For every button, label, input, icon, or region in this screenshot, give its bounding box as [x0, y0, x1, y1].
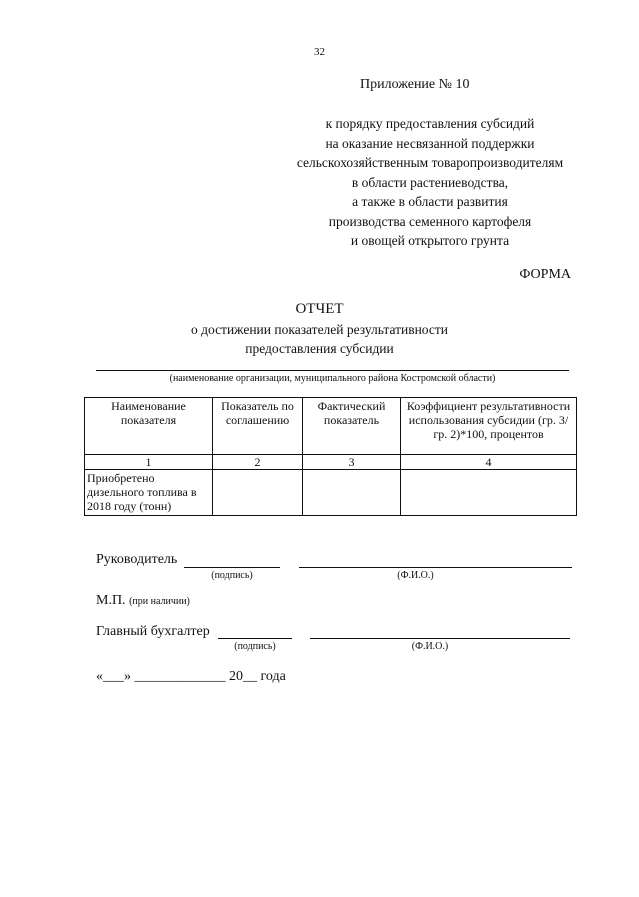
header-efficiency-coefficient: Коэффициент результативности использования субсидии (гр. 3/гр. 2)*100, процентов [401, 398, 577, 455]
appendix-reference [270, 114, 590, 251]
appendix-line: а также в области развития [352, 194, 508, 209]
date-suffix: года [260, 669, 286, 684]
column-number: 4 [401, 455, 577, 470]
head-label: Руководитель [96, 552, 178, 567]
table-row [85, 470, 577, 516]
appendix-line: сельскохозяйственным товаропроизводителям [296, 155, 564, 170]
appendix-line: производства семенного картофеля [328, 213, 532, 229]
column-number: 1 [85, 455, 213, 470]
stamp-note: (при наличии) [129, 596, 190, 607]
stamp-label: М.П. [96, 593, 126, 608]
report-subtitle [0, 320, 639, 358]
table-column-numbers [85, 455, 577, 470]
date-open-quote: « [96, 669, 103, 684]
date-year-blank[interactable]: __ [243, 669, 257, 684]
report-subtitle-line: о достижении показателей результативности [190, 322, 449, 337]
appendix-line: в области растениеводства, [351, 174, 509, 190]
column-number: 2 [213, 455, 303, 470]
date-day-blank[interactable]: ___ [103, 669, 124, 684]
organization-caption: (наименование организации, муниципального района Костромской области) [169, 373, 496, 384]
appendix-line: и овощей открытого грунта [350, 233, 510, 248]
appendix-line: к порядку предоставления субсидий [325, 116, 535, 131]
date-line [96, 669, 286, 685]
date-close-quote: » [124, 669, 131, 684]
report-table [84, 397, 577, 516]
organization-name-line[interactable] [96, 370, 569, 371]
report-title: ОТЧЕТ [295, 301, 344, 317]
head-name-line[interactable] [299, 567, 572, 568]
appendix-title: Приложение № 10 [360, 77, 470, 92]
cell-agreement-value[interactable] [213, 470, 303, 516]
form-label: ФОРМА [519, 267, 571, 282]
stamp-block [96, 593, 190, 609]
head-name-caption: (Ф.И.О.) [397, 570, 434, 581]
date-month-blank[interactable]: _____________ [134, 669, 226, 684]
accountant-signature-line[interactable] [218, 638, 292, 639]
table-header-row [85, 398, 577, 455]
cell-efficiency-coefficient[interactable] [401, 470, 577, 516]
appendix-line: на оказание несвязанной поддержки [325, 135, 535, 151]
accountant-label: Главный бухгалтер [96, 624, 210, 639]
accountant-signature-caption: (подпись) [234, 641, 276, 652]
head-signature-caption: (подпись) [211, 570, 253, 581]
accountant-name-line[interactable] [310, 638, 570, 639]
page-number: 32 [314, 46, 325, 58]
head-signature-line[interactable] [184, 567, 280, 568]
cell-indicator-name: Приобретено дизельного топлива в 2018 году (тонн) [85, 470, 213, 516]
date-year-prefix: 20 [229, 669, 243, 684]
header-agreement-value: Показатель по соглашению [213, 398, 303, 455]
header-indicator-name: Наименование показателя [85, 398, 213, 455]
header-actual-value: Фактический показатель [303, 398, 401, 455]
report-subtitle-line: предоставления субсидии [245, 341, 394, 356]
cell-actual-value[interactable] [303, 470, 401, 516]
accountant-name-caption: (Ф.И.О.) [411, 641, 449, 652]
column-number: 3 [303, 455, 401, 470]
